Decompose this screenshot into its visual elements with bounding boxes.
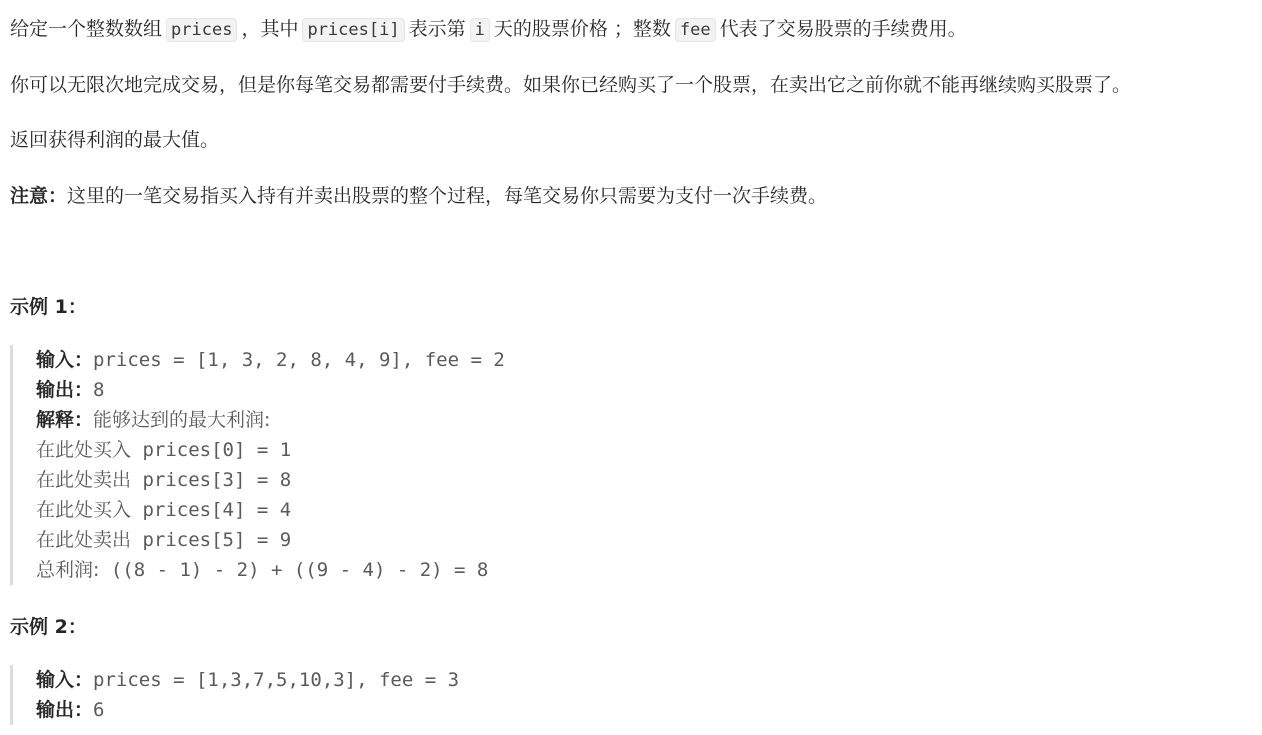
example-1-input (36, 345, 1236, 375)
example-1-heading: 示例 1： (10, 296, 87, 318)
input-value: prices = [1,3,7,5,10,3], fee = 3 (93, 669, 460, 691)
intro-text-2: ，其中 (241, 18, 299, 40)
example-1-output (36, 375, 1236, 405)
step-text: 在此处买入 (36, 499, 132, 521)
code-i: i (470, 18, 490, 42)
example-2-output (36, 695, 1236, 725)
example-2-heading: 示例 2： (10, 616, 87, 638)
example-2-input (36, 665, 1236, 695)
step-code: prices[0] = 1 (131, 439, 292, 461)
example-1-explanation (36, 405, 1236, 435)
step-text: 在此处卖出 (36, 529, 132, 551)
note-text: 这里的一笔交易指买入持有并卖出股票的整个过程，每笔交易你只需要为支付一次手续费。 (67, 185, 828, 207)
step-line (36, 435, 1236, 465)
paragraph-intro (10, 14, 967, 45)
output-value: 8 (93, 379, 105, 401)
output-value: 6 (93, 699, 105, 721)
intro-text-1: 给定一个整数数组 (10, 18, 163, 40)
step-line (36, 525, 1236, 555)
step-text: 在此处买入 (36, 439, 132, 461)
intro-text-5: 代表了交易股票的手续费用。 (719, 18, 967, 40)
explanation-value: 能够达到的最大利润: (93, 409, 271, 431)
paragraph-return: 返回获得利润的最大值。 (10, 129, 220, 151)
paragraph-rules: 你可以无限次地完成交易，但是你每笔交易都需要付手续费。如果你已经购买了一个股票，在卖出它之前你就不能再继续购买股票了。 (10, 74, 1132, 96)
explanation-label: 解释： (36, 409, 94, 431)
intro-text-3: 表示第 (408, 18, 466, 40)
code-fee: fee (675, 18, 716, 42)
total-text: 总利润: (36, 559, 100, 581)
step-text: 在此处卖出 (36, 469, 132, 491)
example-2-block (10, 665, 1236, 725)
input-label: 输入： (36, 669, 94, 691)
output-label: 输出： (36, 379, 94, 401)
input-value: prices = [1, 3, 2, 8, 4, 9], fee = 2 (93, 349, 505, 371)
output-label: 输出： (36, 699, 94, 721)
step-code: prices[3] = 8 (131, 469, 292, 491)
note-label: 注意： (10, 185, 68, 207)
total-code: ((8 - 1) - 2) + ((9 - 4) - 2) = 8 (99, 559, 489, 581)
input-label: 输入： (36, 349, 94, 371)
step-code: prices[5] = 9 (131, 529, 292, 551)
paragraph-note (10, 181, 827, 211)
step-line (36, 465, 1236, 495)
step-line (36, 495, 1236, 525)
total-profit-line (36, 555, 1236, 585)
intro-text-4: 天的股票价格 ；整数 (493, 18, 671, 40)
code-prices: prices (166, 18, 237, 42)
example-1-block (10, 345, 1236, 585)
step-code: prices[4] = 4 (131, 499, 292, 521)
code-prices-i: prices[i] (302, 18, 404, 42)
